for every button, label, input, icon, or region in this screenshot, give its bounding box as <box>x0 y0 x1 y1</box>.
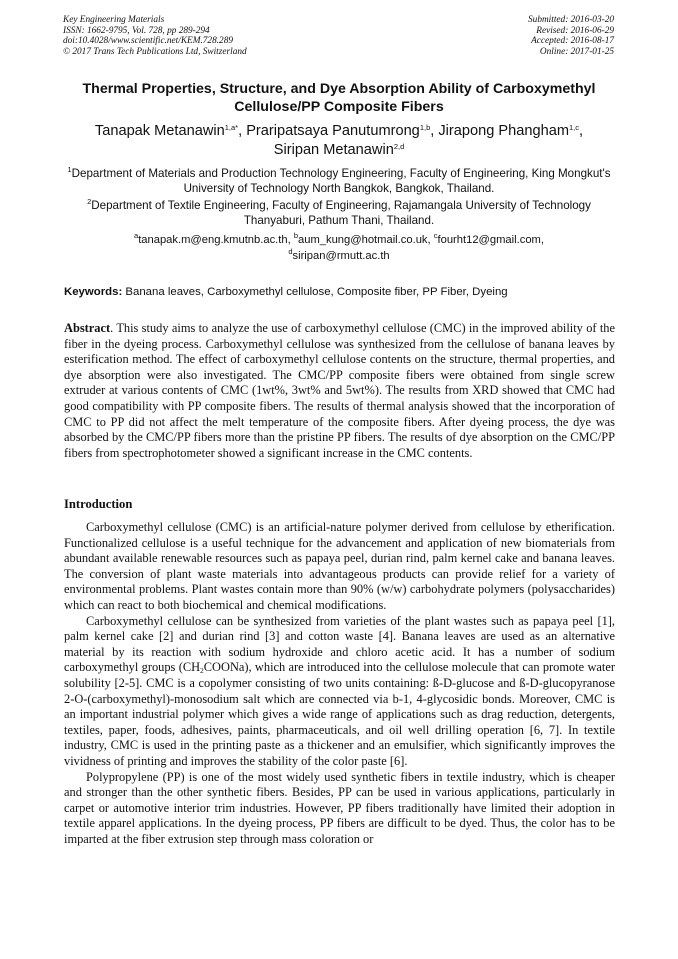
submitted-date: Submitted: 2016-03-20 <box>528 15 614 25</box>
publication-dates <box>528 15 614 57</box>
keywords-label: Keywords: <box>64 286 123 298</box>
email-2[interactable]: $^b$aum_kung@hotmail.co.uk <box>293 231 428 246</box>
email-4[interactable]: $^d$siripan@rmutt.ac.th <box>288 246 390 262</box>
abstract-label: Abstract <box>64 321 111 335</box>
email-1[interactable]: $^a$tanapak.m@eng.kmutnb.ac.th <box>134 231 288 246</box>
author-1: Tanapak Metanawin$^{1,a*}$, <box>94 123 247 139</box>
author-2: Praripatsaya Panutumrong$^{1,b}$, <box>246 123 439 139</box>
affiliation-1: $^1$Department of Materials and Production Technology Engineering, Faculty of Engineering, King Mongkut's University of Technology North Bangkok, Bangkok, Thailand. <box>67 165 611 196</box>
author-emails: $^a$tanapak.m@eng.kmutnb.ac.th, $^b$aum_kung@hotmail.co.uk, $^c$fourht12@gmail.com, $^d$siripan@rmutt.ac.th <box>134 231 544 262</box>
intro-paragraph-2: Carboxymethyl cellulose can be synthesized from varieties of the plant wastes such as papaya peel [1], palm kernel cake [2] and durian rind [3] and cotton waste [4]. Banana leaves are used as an alternative material by its reaction with sodium hydroxide and chloro acetic acid. It has a number of sodium carboxymethyl groups $(CH_2COONa)$, which are introduced into the cellulose molecule that can promote water solubility [2-5]. CMC is a copolymer consisting of two units containing: ß-D-glucose and ß-D-glucopyranose 2-O-(carboxymethyl)-monosodium salt which are connected via b-1, 4-glycosidic bonds. Moreover, CMC is an important industrial polymer which gives a wide range of applications such as drag reduction, detergents, textiles, paper, foods, adhesives, paints, pharmaceuticals, and oil well drilling operation [6, 7]. In textile industry, CMC is used in the printing paste as a thickener and an emulsifier, which significantly improves the vividness of printing and improves the stability of the color paste [6]. <box>64 613 615 768</box>
keywords <box>64 285 616 299</box>
online-date: Online: 2017-01-25 <box>539 46 614 57</box>
section-heading-introduction: Introduction <box>64 497 133 511</box>
issn-line: ISSN: 1662-9795, Vol. 728, pp 289-294 <box>63 25 210 36</box>
email-3[interactable]: $^c$fourht12@gmail.com <box>433 231 541 246</box>
copyright-line: © 2017 Trans Tech Publications Ltd, Switzerland <box>63 46 247 57</box>
author-list <box>50 122 628 159</box>
author-4: Siripan Metanawin$^{2,d}$ <box>273 141 405 158</box>
abstract <box>64 321 615 461</box>
author-3: Jirapong Phangham$^{1,c}$, <box>438 123 584 139</box>
keywords-text: Banana leaves, Carboxymethyl cellulose, Composite fiber, PP Fiber, Dyeing <box>125 286 508 298</box>
intro-paragraph-3: Polypropylene (PP) is one of the most widely used synthetic fibers in textile industry, which is cheaper and stronger than the other synthetic fibers. Besides, PP can be used in various applications, particularly in carpet or automotive interior trim industries. However, PP fibers traditionally have limited their adoption in textile apparel applications. In the dyeing process, PP fibers are difficult to be dyed. Thus, the color has to be imparted at the fiber extrusion step through mass coloration or <box>64 769 615 846</box>
intro-paragraph-1: Carboxymethyl cellulose (CMC) is an artificial-nature polymer derived from cellulose by etherification. Functionalized cellulose is a useful technique for the advancement and application of new biomaterials from abundant available renewable resources such as papaya peel, durian rind, palm kernel cake and banana leaves. The conversion of plant waste materials into advantageous products can provide relief for a variety of environmental problems. Plant wastes contain more than 90% (w/w) carbohydrate polymers (polysaccharides) which can react to both biochemical and chemical modifications. <box>64 520 615 612</box>
introduction-body <box>64 520 615 847</box>
accepted-date: Accepted: 2016-08-17 <box>531 36 614 47</box>
paper-title: Thermal Properties, Structure, and Dye Absorption Ability of Carboxymethyl Cellulose/PP Composite Fibers <box>82 81 596 115</box>
revised-date: Revised: 2016-06-29 <box>536 25 614 36</box>
affiliation-2: $^2$Department of Textile Engineering, Faculty of Engineering, Rajamangala University of Technology Thanyaburi, Pathum Thani, Thailand. <box>87 197 591 228</box>
journal-name: Key Engineering Materials <box>63 15 165 25</box>
doi-line[interactable]: doi:10.4028/www.scientific.net/KEM.728.289 <box>63 36 233 47</box>
abstract-text: . This study aims to analyze the use of carboxymethyl cellulose (CMC) in the improved ability of the fiber in the dyeing process. Carboxymethyl cellulose was synthesized from the cellulose of banana leaves by esterification method. The effect of carboxymethyl cellulose contents on the structure, thermal properties, and dye absorption were also investigated. The CMC/PP composite fibers were obtained from single screw extruder at various contents of CMC (1wt%, 3wt% and 5wt%). The results from XRD showed that CMC had good compatibility with PP composite fibers. The results of thermal analysis showed that the incorporation of CMC to PP did not affect the melt temperature of the composite fibers. After dyeing process, the dye was absorbed by the CMC/PP fibers more than the pristine PP fibers. The results of dye absorption on the CMC/PP fibers from spectrophotometer showed a significant increase in the CMC contents. <box>64 321 615 460</box>
journal-info <box>63 15 247 57</box>
